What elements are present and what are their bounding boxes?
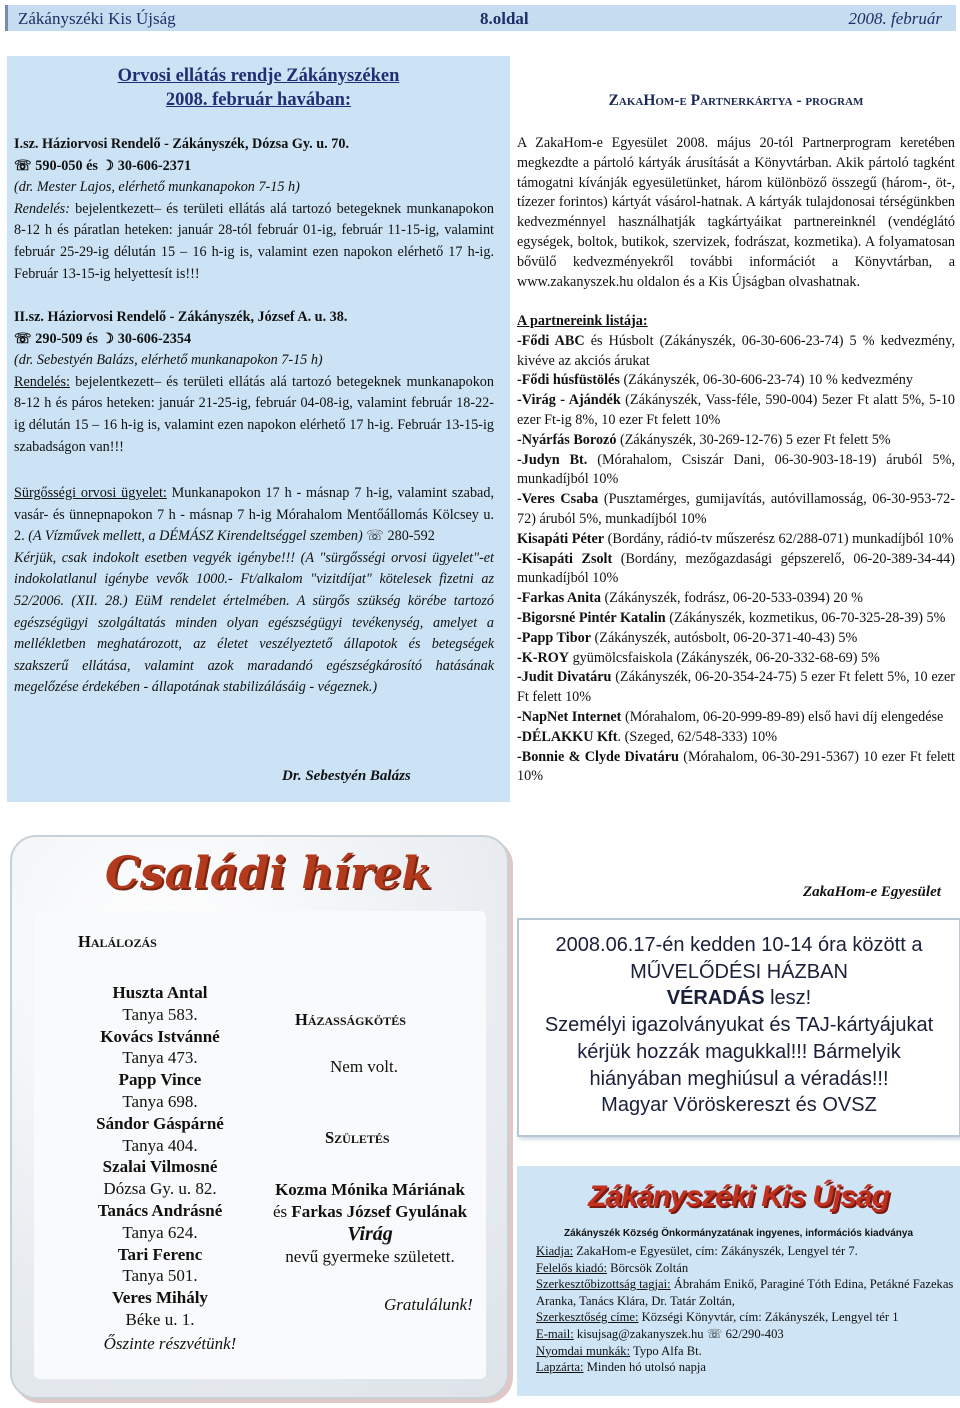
imprint-label: Felelős kiadó: [536, 1260, 608, 1275]
clinic-2-block [14, 307, 494, 458]
partner-name: -Judit Divatáru [517, 669, 612, 686]
partner-details: és Húsbolt (Zákányszék, 06-30-606-23-74) 5 % kedvezmény, kivéve az akciós árukat [517, 332, 955, 369]
partner-details: (Zákányszék, 06-30-606-23-74) 10 % kedvezmény [619, 372, 913, 389]
header-date: 2008. február [848, 9, 942, 28]
imprint-label: Lapzárta: [536, 1360, 584, 1375]
clinic-1-block [14, 134, 494, 285]
clinic-2-hours: bejelentkezett– és területi ellátás alá tartozó betegeknek munkanapokon 8-12 h és páros heteken: január 21-25-ig, február 04-08-ig, valamint február 18-22-ig délután 15 – 16 h-ig is, valamint ezen napokon elérhető 17 h-ig. Február 13-15-ig szabadságon van!!! [14, 373, 494, 455]
imprint-box [517, 1166, 960, 1396]
emergency-label: Sürgősségi orvosi ügyelet: [14, 485, 167, 501]
deceased-address: Tanya 698. [122, 1091, 198, 1111]
imprint-label: Kiadja: [536, 1244, 574, 1258]
partner-name: -Papp Tibor [517, 629, 591, 646]
deceased-name: Huszta Antal [112, 983, 208, 1002]
imprint-value: Községi Könyvtár, cím: Zákányszék, Lengyel tér 1 [638, 1310, 899, 1325]
partner-list [517, 312, 955, 787]
congrats-text: Gratulálunk! [384, 1295, 473, 1314]
birth-child-name: Virág [347, 1223, 393, 1245]
imprint-value: Börcsök Zoltán [607, 1260, 689, 1275]
birth-father: Farkas József Gyulának [291, 1202, 468, 1221]
imprint-value: Ábrahám Enikő, Paraginé Tóth Edina, Petákné Fazekas Aranka, Tanács Klára, Dr. Tatár Zoltán, [536, 1277, 954, 1308]
partner-details: (Mórahalom, Csiszár Dani, 06-30-903-18-19) áruból 5%, munkadíjból 10% [517, 451, 955, 488]
partner-name: -Bonnie & Clyde Divatáru [517, 748, 679, 765]
partner-details: (Bordány, rádió-tv műszerész 62/288-071) munkadíjból 10% [604, 530, 954, 547]
deceased-name: Sándor Gáspárné [96, 1113, 224, 1133]
imprint-value: Typo Alfa Bt. [630, 1343, 702, 1358]
clinic-2-phone: ☏ 290-509 és ☽ 30-606-2354 [14, 330, 192, 347]
deceased-name: Szalai Vilmosné [102, 1157, 218, 1177]
emergency-notice: Kérjük, csak indokolt esetben vegyék igénybe!!! (A "sürgősségi orvosi ügyelet"-et indokolatlanul igénybe vevők 1000.- Ft/alkalom "vizitdíjat" kötelesek fizetni az 52/2006. (XII. 28.) EüM rendelet értelmében. A sürgős szükség körébe tartozó egészségügyi szolgáltatás minden olyan egészségügyi tevékenység, amelyet a mellékletben meghatározott, az életet veszélyeztető állapotok és betegségek szakszerű ellátása, valamint azok maradandó egészségkárosító hatásának megelőzése érdekében - állapotának stabilizálásáig - végeznek.) [14, 549, 494, 696]
blood-organizers: Magyar Vöröskereszt és OVSZ [601, 1094, 877, 1117]
birth-and: és [272, 1202, 292, 1221]
clinic-2-label: Rendelés: [14, 373, 70, 390]
clinic-1-heading: I.sz. Háziorvosi Rendelő - Zákányszék, Dózsa Gy. u. 70. [14, 136, 349, 152]
header-paper-name: Zákányszéki Kis Újság [18, 9, 176, 28]
partner-details: (Mórahalom, 06-30-291-5367) 10 ezer Ft felett 10% [517, 748, 955, 785]
partner-program-title: ZakaHom-e Partnerkártya - program [608, 92, 864, 109]
partner-details: (Bordány, mezőgazdasági gépszerelő, 06-20-389-34-44) munkadíjból 10% [517, 550, 955, 587]
partner-name: -NapNet Internet [517, 708, 622, 725]
partner-details: (Zákányszék, 06-20-354-24-75) 5 ezer Ft felett 5%, 10 ezer Ft felett 10% [517, 669, 955, 706]
deceased-name: Veres Mihály [112, 1288, 208, 1308]
deceased-name: Tari Ferenc [117, 1244, 203, 1264]
deaths-title: Halálozás [78, 932, 157, 951]
medical-signature: Dr. Sebestyén Balázs [282, 768, 411, 784]
partner-details: (Zákányszék, Vass-féle, 590-004) 5ezer Ft alatt 5%, 5-10 ezer Ft-ig 8%, 10 ezer Ft felett 10% [517, 392, 956, 428]
deaths-list [45, 982, 275, 1331]
clinic-1-doctor: (dr. Mester Lajos, elérhető munkanapokon 7-15 h) [14, 179, 300, 196]
blood-venue: MŰVELŐDÉSI HÁZBAN [630, 960, 848, 983]
blood-event: VÉRADÁS [666, 987, 765, 1010]
partner-name: -Fődi húsfüstölés [517, 372, 620, 389]
emergency-hours: Munkanapokon 17 h - másnap 7 h-ig, valamint szabad, vasár- és ünnepnapokon 7 h - másnap 7 h-ig Mórahalom Mentőállomás Kölcsey u. 2. [14, 485, 494, 545]
partner-name: Kisapáti Péter [517, 530, 605, 547]
partner-name: -Farkas Anita [517, 590, 601, 607]
header-page-number: 8.oldal [480, 9, 529, 28]
deceased-address: Tanya 583. [122, 1004, 198, 1024]
emergency-location-note: (A Vízművek mellett, a DÉMÁSZ Kirendeltséggel szemben) [24, 528, 363, 545]
emergency-phone: ☏ 280-592 [362, 528, 435, 545]
deceased-address: Tanya 624. [122, 1222, 198, 1242]
partner-signature: ZakaHom-e Egyesület [803, 884, 941, 900]
partner-details: (Zákányszék, fodrász, 06-20-533-0394) 20 % [600, 590, 863, 607]
partner-name: -Virág - Ajándék [517, 392, 621, 409]
partner-details: (Zákányszék, autósbolt, 06-20-371-40-43) 5% [591, 629, 858, 646]
emergency-block [14, 483, 494, 699]
partner-details: gyümölcsfaiskola (Zákányszék, 06-20-332-68-69) 5% [569, 649, 880, 666]
birth-title: Születés [325, 1128, 390, 1147]
clinic-1-label: Rendelés: [14, 200, 70, 217]
partner-details: (Pusztamérges, gumijavítás, autóvillamosság, 06-30-953-72-72) áruból 5%, munkadíjból 10% [517, 491, 955, 527]
blood-docs: Személyi igazolványukat és TAJ-kártyájukat [544, 1014, 934, 1037]
medical-title-line1: Orvosi ellátás rendje Zákányszéken [117, 66, 400, 86]
imprint-label: E-mail: [536, 1326, 574, 1341]
partner-name: -Veres Csaba [517, 491, 599, 508]
clinic-1-hours: bejelentkezett– és területi ellátás alá tartozó betegeknek munkanapokon 8-12 h és páratlan heteken: január 28-tól február 01-ig, február 11-15-ig, valamint február 25-29-ig délután 15 – 16 h-ig is, valamint ezen napokon elérhető 17 h-ig. Február 13-15-ig helyettesít is!!! [14, 200, 494, 282]
partner-name: -K-ROY [517, 649, 570, 666]
partner-details: (Zákányszék, kozmetikus, 06-70-325-28-39) 5% [665, 609, 946, 626]
clinic-2-doctor: (dr. Sebestyén Balázs, elérhető munkanapokon 7-15 h) [14, 352, 323, 369]
deceased-address: Dózsa Gy. u. 82. [103, 1179, 217, 1199]
wedding-text: Nem volt. [330, 1057, 398, 1076]
partner-program-intro: A ZakaHom-e Egyesület 2008. május 20-tól Partnerprogram keretében megkezdte a pártoló kártyák árusítását a Könyvtárban. Akik pártoló tagként támogatni kívánják egyesületünket, három különböző összegű (három-, öt-, tízezer forintos) kártyát vásárol-hatnak. A kártyák tulajdonosai térségünkben kedvezménnyel használhatják tagkártyáikat partnereinknél (vendéglátó egységek, boltok, butikok, szervizek, fodrászat, kozmetika). A folyamatosan bővülő kedvezményekről további információt a Könyvtárban, a www.zakanyszek.hu oldalon és a Kis Újságban olvashatnak. [517, 135, 955, 290]
deceased-address: Tanya 473. [122, 1048, 198, 1068]
birth-block [255, 1179, 485, 1268]
clinic-2-heading: II.sz. Háziorvosi Rendelő - Zákányszék, József A. u. 38. [14, 309, 348, 325]
family-news-title: Családi hírek [105, 848, 432, 899]
partner-name: -Nyárfás Borozó [517, 431, 617, 448]
blood-event-rest: lesz! [764, 987, 812, 1010]
blood-donation-box [517, 918, 960, 1137]
page-header [5, 5, 956, 31]
condolence-text: Őszinte részvétünk! [103, 1334, 237, 1353]
wedding-title: Házasságkötés [295, 1010, 406, 1029]
partner-name: -Kisapáti Zsolt [517, 550, 613, 567]
imprint-label: Szerkesztőbizottság tagjai: [536, 1277, 671, 1292]
imprint-value: ZakaHom-e Egyesület, cím: Zákányszék, Lengyel tér 7. [573, 1244, 858, 1258]
deceased-name: Tanács Andrásné [97, 1200, 223, 1220]
partner-name: -Bigorsné Pintér Katalin [517, 609, 666, 626]
imprint-label: Nyomdai munkák: [536, 1343, 631, 1358]
blood-date: 2008.06.17-én kedden 10-14 óra között a [555, 934, 923, 956]
blood-missing: hiányában meghiúsul a véradás!!! [589, 1067, 889, 1090]
clinic-1-phone: ☏ 590-050 és ☽ 30-606-2371 [14, 157, 192, 174]
deceased-address: Béke u. 1. [125, 1309, 195, 1329]
birth-born-text: nevű gyermeke született. [285, 1247, 455, 1266]
deceased-address: Tanya 501. [122, 1266, 198, 1286]
partner-name: -Fődi ABC [517, 332, 585, 349]
imprint-value: kisujsag@zakanyszek.hu ☏ 62/290-403 [573, 1326, 784, 1341]
deceased-name: Papp Vince [118, 1070, 202, 1090]
deceased-address: Tanya 404. [122, 1135, 198, 1155]
partner-details: . (Szeged, 62/548-333) 10% [617, 728, 778, 745]
imprint-value: Minden hó utolsó napja [583, 1360, 706, 1375]
partner-details: (Zákányszék, 30-269-12-76) 5 ezer Ft felett 5% [616, 431, 891, 448]
partner-name: -Judyn Bt. [517, 451, 588, 468]
medical-title-line2: 2008. február havában: [165, 90, 352, 110]
blood-bring: kérjük hozzák magukkal!!! Bármelyik [577, 1040, 901, 1063]
partner-name: -DÉLAKKU Kft [517, 728, 618, 745]
partner-list-title: A partnereink listája: [517, 313, 648, 329]
deceased-name: Kovács Istvánné [100, 1026, 220, 1046]
imprint-lines [536, 1243, 960, 1376]
birth-mother: Kozma Mónika Máriának [275, 1180, 465, 1199]
imprint-label: Szerkesztőség címe: [536, 1310, 639, 1325]
newspaper-logo: Zákányszéki Kis Újság [588, 1180, 889, 1213]
imprint-subtitle: Zákányszék Község Önkormányzatának ingyenes, információs kiadványa [563, 1228, 914, 1239]
partner-details: (Mórahalom, 06-20-999-89-89) első havi díj elengedése [621, 708, 944, 725]
